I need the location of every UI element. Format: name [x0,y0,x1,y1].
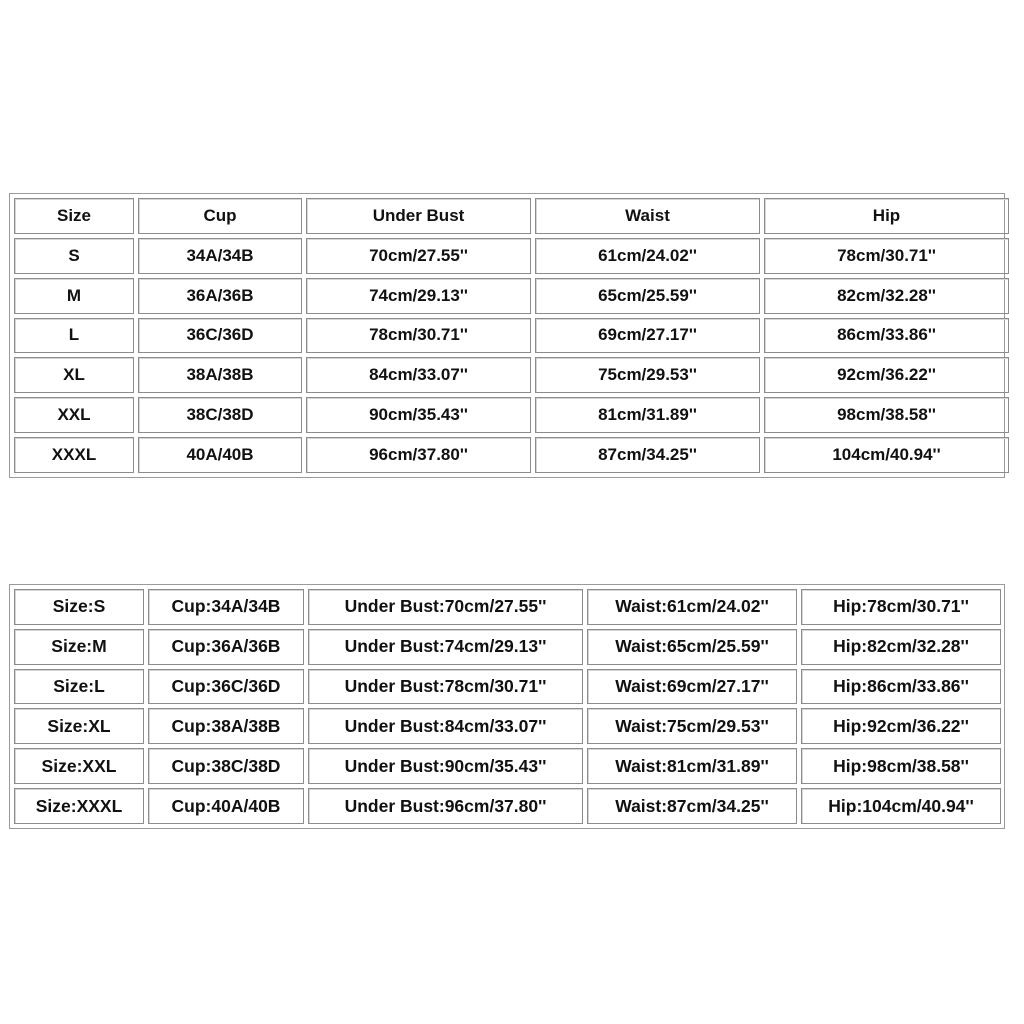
hip-cell: 86cm/33.86'' [764,318,1009,354]
under-bust-cell: Under Bust:96cm/37.80'' [308,788,583,824]
waist-cell: 81cm/31.89'' [535,397,760,433]
size-cell: L [14,318,134,354]
header-row [14,198,1009,234]
under-bust-cell: 96cm/37.80'' [306,437,531,473]
cup-cell: 36C/36D [138,318,302,354]
hip-cell: 82cm/32.28'' [764,278,1009,314]
size-cell: XXL [14,397,134,433]
cup-cell: 40A/40B [138,437,302,473]
size-chart-grid [10,194,1013,477]
under-bust-cell: 70cm/27.55'' [306,238,531,274]
under-bust-cell: 90cm/35.43'' [306,397,531,433]
under-bust-cell: Under Bust:84cm/33.07'' [308,708,583,744]
cup-cell: 36A/36B [138,278,302,314]
size-cell: XL [14,357,134,393]
table-row [14,278,1009,314]
cup-cell: Cup:40A/40B [148,788,304,824]
header-under-bust: Under Bust [306,198,531,234]
waist-cell: Waist:75cm/29.53'' [587,708,797,744]
cup-cell: Cup:36A/36B [148,629,304,665]
hip-cell: 92cm/36.22'' [764,357,1009,393]
hip-cell: Hip:82cm/32.28'' [801,629,1001,665]
table-row [14,238,1009,274]
under-bust-cell: Under Bust:74cm/29.13'' [308,629,583,665]
hip-cell: Hip:104cm/40.94'' [801,788,1001,824]
waist-cell: 69cm/27.17'' [535,318,760,354]
waist-cell: Waist:65cm/25.59'' [587,629,797,665]
waist-cell: 61cm/24.02'' [535,238,760,274]
table-row [14,669,1001,705]
table-row [14,589,1001,625]
table-row [14,437,1009,473]
table-row [14,748,1001,784]
under-bust-cell: 84cm/33.07'' [306,357,531,393]
under-bust-cell: Under Bust:78cm/30.71'' [308,669,583,705]
hip-cell: 78cm/30.71'' [764,238,1009,274]
under-bust-cell: Under Bust:70cm/27.55'' [308,589,583,625]
size-cell: Size:L [14,669,144,705]
cup-cell: Cup:36C/36D [148,669,304,705]
hip-cell: 98cm/38.58'' [764,397,1009,433]
waist-cell: Waist:81cm/31.89'' [587,748,797,784]
table-row [14,788,1001,824]
size-cell: Size:XXXL [14,788,144,824]
cup-cell: 34A/34B [138,238,302,274]
header-cup: Cup [138,198,302,234]
header-size: Size [14,198,134,234]
size-chart-table-two [9,584,1005,829]
table-row [14,708,1001,744]
size-chart-table-one [9,193,1005,478]
cup-cell: Cup:38A/38B [148,708,304,744]
table-row [14,397,1009,433]
cup-cell: 38A/38B [138,357,302,393]
size-cell: Size:M [14,629,144,665]
table-row [14,318,1009,354]
size-chart-labeled-grid [10,585,1005,828]
header-hip: Hip [764,198,1009,234]
waist-cell: Waist:69cm/27.17'' [587,669,797,705]
hip-cell: Hip:78cm/30.71'' [801,589,1001,625]
hip-cell: Hip:92cm/36.22'' [801,708,1001,744]
cup-cell: Cup:38C/38D [148,748,304,784]
size-cell: Size:S [14,589,144,625]
waist-cell: 75cm/29.53'' [535,357,760,393]
table-row [14,629,1001,665]
hip-cell: Hip:86cm/33.86'' [801,669,1001,705]
under-bust-cell: 74cm/29.13'' [306,278,531,314]
size-cell: Size:XL [14,708,144,744]
hip-cell: Hip:98cm/38.58'' [801,748,1001,784]
waist-cell: 87cm/34.25'' [535,437,760,473]
hip-cell: 104cm/40.94'' [764,437,1009,473]
waist-cell: 65cm/25.59'' [535,278,760,314]
size-cell: Size:XXL [14,748,144,784]
under-bust-cell: 78cm/30.71'' [306,318,531,354]
waist-cell: Waist:87cm/34.25'' [587,788,797,824]
waist-cell: Waist:61cm/24.02'' [587,589,797,625]
under-bust-cell: Under Bust:90cm/35.43'' [308,748,583,784]
header-waist: Waist [535,198,760,234]
size-cell: M [14,278,134,314]
cup-cell: 38C/38D [138,397,302,433]
cup-cell: Cup:34A/34B [148,589,304,625]
size-cell: S [14,238,134,274]
table-row [14,357,1009,393]
size-cell: XXXL [14,437,134,473]
